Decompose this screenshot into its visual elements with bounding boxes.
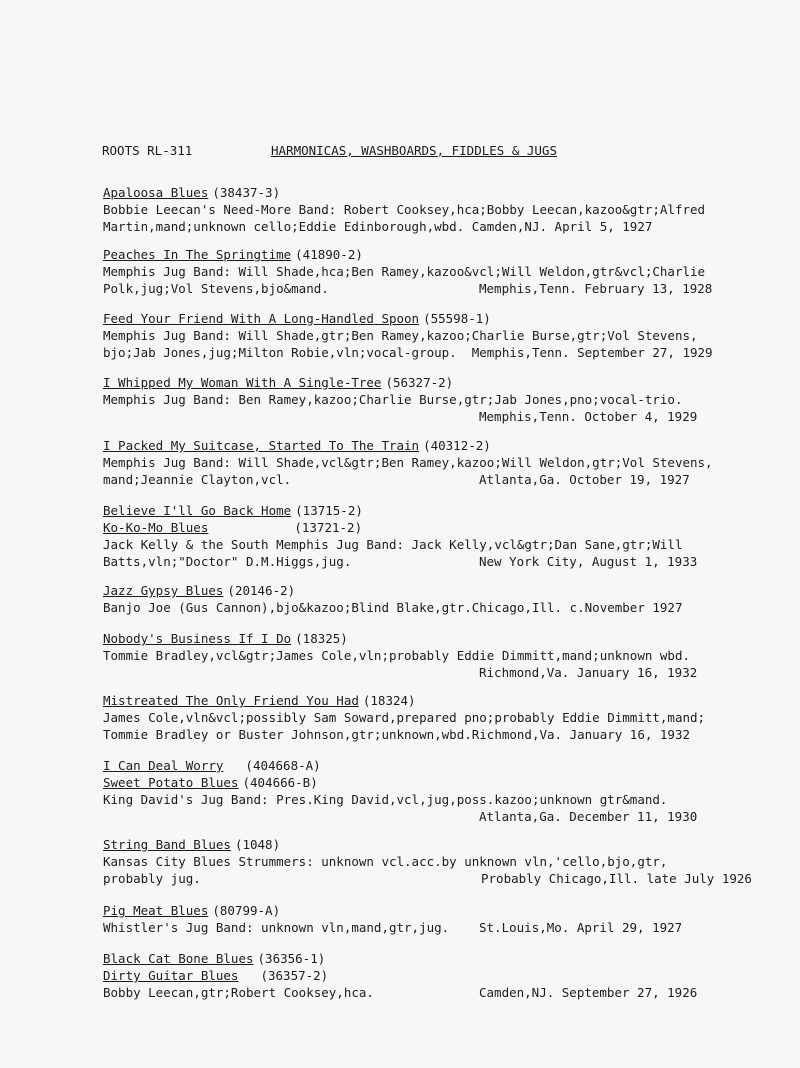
matrix-number: (40312-2) — [423, 438, 491, 453]
personnel-line: Bobby Leecan,gtr;Robert Cooksey,hca. — [103, 985, 374, 1000]
discography-entry — [103, 950, 763, 1001]
personnel-line: James Cole,vln&vcl;possibly Sam Soward,prepared pno;probably Eddie Dimmitt,mand; — [103, 710, 706, 725]
matrix-number: (404666-B) — [242, 775, 318, 790]
recording-place-date: Richmond,Va. January 16, 1932 — [479, 665, 698, 680]
personnel-line: Banjo Joe (Gus Cannon),bjo&kazoo;Blind Blake,gtr.Chicago,Ill. c.November 1927 — [103, 600, 683, 615]
matrix-number: (41890-2) — [295, 247, 363, 262]
discography-entry — [103, 437, 763, 488]
discography-entry — [103, 902, 763, 936]
matrix-number: (13715-2) — [295, 503, 363, 518]
personnel-line: Memphis Jug Band: Will Shade,gtr;Ben Ramey,kazoo;Charlie Burse,gtr;Vol Stevens, — [103, 328, 698, 343]
discography-entry — [103, 836, 763, 887]
recording-place-date: Memphis,Tenn. February 13, 1928 — [479, 281, 713, 296]
song-title: I Whipped My Woman With A Single-Tree — [103, 375, 382, 390]
song-title: Nobody's Business If I Do — [103, 631, 292, 646]
song-title: Pig Meat Blues — [103, 903, 209, 918]
recording-place-date: Atlanta,Ga. October 19, 1927 — [479, 472, 690, 487]
matrix-number: (18325) — [295, 631, 348, 646]
recording-place-date: Probably Chicago,Ill. late July 1926 — [481, 871, 752, 886]
album-title: HARMONICAS, WASHBOARDS, FIDDLES & JUGS — [271, 143, 557, 158]
song-title: Black Cat Bone Blues — [103, 951, 254, 966]
personnel-line: Memphis Jug Band: Will Shade,vcl&gtr;Ben Ramey,kazoo;Will Weldon,gtr;Vol Stevens, — [103, 455, 713, 470]
recording-place-date: Atlanta,Ga. December 11, 1930 — [479, 809, 698, 824]
song-title: Sweet Potato Blues — [103, 775, 239, 790]
song-title: I Packed My Suitcase, Started To The Train — [103, 438, 420, 453]
discography-entry — [103, 246, 763, 297]
personnel-line: Bobbie Leecan's Need-More Band: Robert Cooksey,hca;Bobby Leecan,kazoo&gtr;Alfred — [103, 202, 706, 217]
song-title: Ko-Ko-Mo Blues — [103, 520, 209, 535]
song-title: String Band Blues — [103, 837, 231, 852]
recording-place-date: Camden,NJ. September 27, 1926 — [479, 985, 698, 1000]
song-title: Peaches In The Springtime — [103, 247, 292, 262]
personnel-line: King David's Jug Band: Pres.King David,vcl,jug,poss.kazoo;unknown gtr&mand. — [103, 792, 668, 807]
catalog-number: ROOTS RL-311 — [102, 143, 193, 158]
matrix-number: (56327-2) — [385, 375, 454, 390]
discography-entry — [103, 374, 763, 425]
song-title: I Can Deal Worry — [103, 758, 224, 773]
song-title: Jazz Gypsy Blues — [103, 583, 224, 598]
discography-entry — [103, 692, 763, 743]
matrix-number: (36356-1) — [257, 951, 326, 966]
personnel-line: mand;Jeannie Clayton,vcl. — [103, 472, 292, 487]
discography-entry — [103, 310, 763, 361]
song-title: Apaloosa Blues — [103, 185, 209, 200]
personnel-line: probably jug. — [103, 871, 201, 886]
song-title: Dirty Guitar Blues — [103, 968, 239, 983]
personnel-line: Memphis Jug Band: Will Shade,hca;Ben Ramey,kazoo&vcl;Will Weldon,gtr&vcl;Charlie — [103, 264, 706, 279]
recording-place-date: New York City, August 1, 1933 — [479, 554, 698, 569]
personnel-line: Polk,jug;Vol Stevens,bjo&mand. — [103, 281, 329, 296]
recording-place-date: Memphis,Tenn. October 4, 1929 — [479, 409, 698, 424]
matrix-number: (404668-A) — [245, 758, 321, 773]
discography-entry — [103, 582, 763, 616]
discography-entry — [103, 757, 763, 825]
personnel-line: Kansas City Blues Strummers: unknown vcl.acc.by unknown vln,'cello,bjo,gtr, — [103, 854, 668, 869]
matrix-number: (36357-2) — [260, 968, 329, 983]
personnel-line: Whistler's Jug Band: unknown vln,mand,gtr,jug. — [103, 920, 450, 935]
matrix-number: (20146-2) — [227, 583, 296, 598]
personnel-line: Batts,vln;"Doctor" D.M.Higgs,jug. — [103, 554, 352, 569]
recording-place-date: St.Louis,Mo. April 29, 1927 — [479, 920, 683, 935]
song-title: Mistreated The Only Friend You Had — [103, 693, 359, 708]
song-title: Feed Your Friend With A Long-Handled Spoon — [103, 311, 420, 326]
matrix-number: (18324) — [362, 693, 416, 708]
personnel-line: Memphis Jug Band: Ben Ramey,kazoo;Charlie Burse,gtr;Jab Jones,pno;vocal-trio. — [103, 392, 683, 407]
matrix-number: (38437-3) — [212, 185, 281, 200]
matrix-number: (55598-1) — [423, 311, 491, 326]
matrix-number: (1048) — [234, 837, 281, 852]
personnel-line: Tommie Bradley,vcl&gtr;James Cole,vln;probably Eddie Dimmitt,mand;unknown wbd. — [103, 648, 690, 663]
personnel-line: Jack Kelly & the South Memphis Jug Band: Jack Kelly,vcl&gtr;Dan Sane,gtr;Will — [103, 537, 683, 552]
discography-entry — [103, 630, 763, 681]
discography-entry — [103, 184, 763, 235]
personnel-line: bjo;Jab Jones,jug;Milton Robie,vln;vocal-group. Memphis,Tenn. September 27, 1929 — [103, 345, 713, 360]
personnel-line: Tommie Bradley or Buster Johnson,gtr;unknown,wbd.Richmond,Va. January 16, 1932 — [103, 727, 690, 742]
song-title: Believe I'll Go Back Home — [103, 503, 292, 518]
matrix-number: (80799-A) — [212, 903, 281, 918]
matrix-number: (13721-2) — [294, 520, 363, 535]
personnel-line: Martin,mand;unknown cello;Eddie Edinborough,wbd. Camden,NJ. April 5, 1927 — [103, 219, 653, 234]
discography-entry — [103, 502, 763, 570]
